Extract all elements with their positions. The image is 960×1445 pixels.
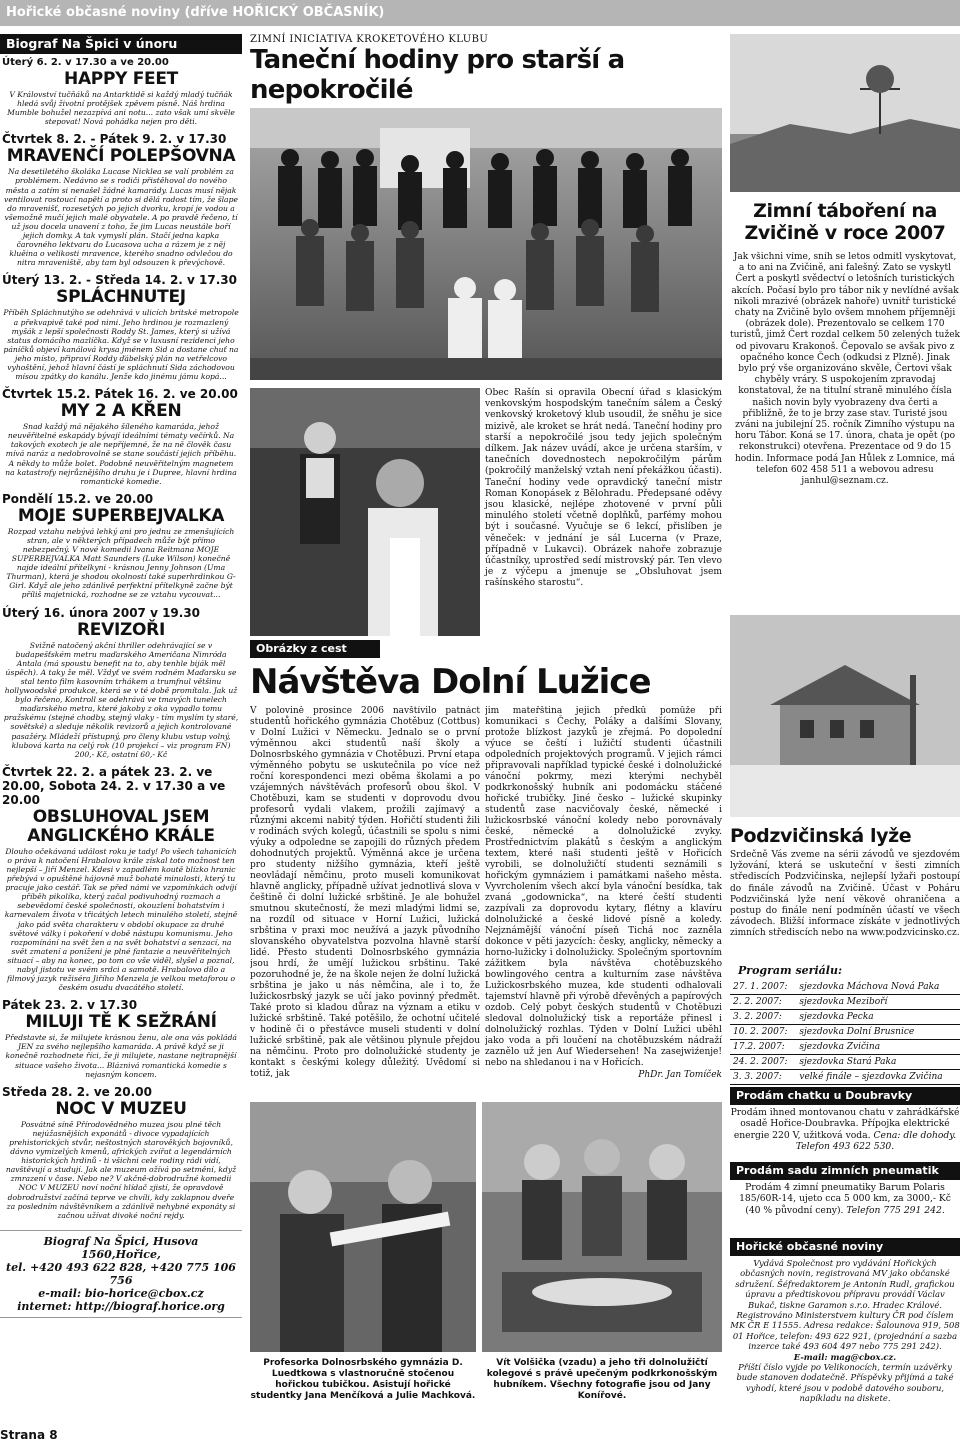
film-description: Posvátné síně Přírodovědného muzea jsou plné těch nejúžasnějších exponátů - divoce vypadajících prehistorických stvůr, neštostných starověkých bojovníků, dávno vymizelých kmenů, afrických zvířat a legendárních historických hrdinů - ti všichni cele rodiny rádi vidí, navštěvují a studují. Jak ale muzeum ožívá po setmění, když zmrazení v čase. Nebo ne? V akčně-dobrodružné komedii NOC V MUZEU noví noční hlídač zjistí, že opravdově dobrodružství začíná teprve ve chvíli, kdy zaklapnou dveře za posledním návštěvníkem a zdánlivě nehybné exponáty si začnou užívat divoké noční rejdy.	[5, 1119, 237, 1220]
film-title: OBSLUHOVAL JSEM ANGLICKÉHO KRÁLE	[27, 806, 215, 846]
film-description: Rozpad vztahu nebývá lehký ani pro jednu ze zmenšujících stran, ale v některých případech může být přímo nebezpečný. V nové komedii Ivana Reitmana MOJE SUPERBEJVALKA Matt Saunders (Luke Wilson) konečně najde ideální přítelkyni - krásnou Jenny Johnson (Uma Thurman), která je shodou okolností také superhrdinkou G-Girl. Když ale jeho zdánlivě perfektní přítelkyně začne být příliš majetnická, rozhodne se ze vztahu vycouvat...	[6, 526, 236, 600]
film-title: MILUJI TĚ K SEŽRÁNÍ	[25, 1012, 217, 1033]
program-venue: sjezdovka Zvičina	[796, 1040, 960, 1055]
table-row	[730, 1025, 960, 1040]
program-date: 2. 2. 2007:	[730, 995, 796, 1010]
program-venue: sjezdovka Stará Paka	[796, 1055, 960, 1070]
ad-chatka-text: Prodám ihned montovanou chatu v zahrádkářské osadě Hořice-Doubravka. Přípojka elektrické energie 220 V, užitková voda.	[730, 1107, 960, 1141]
dance-group-photo	[250, 108, 722, 380]
cinema-email-link[interactable]: e-mail: bio-horice@cbox.cz	[38, 1286, 204, 1300]
film-description: Příběh Spláchnutýho se odehrává v ulicích britské metropole a překvapivě také pod nimi. Jeho hrdinou je rozmazlený myšák z lepší společnosti Roddy St. James, který si užívá status domácího mazlíčka. Když se v luxusní rezidenci jeho páníčků objeví kanálová krysa jménem Sid a dostane chuť na jeho místo, připraví Roddy ďábelský plán na vetřelcovo vyhoštění, jehož hlavní částí je spláchnutí Sida záchodovou mísou zpátky do kanálu. Jenže kdo jinému jámu kopá...	[3, 308, 239, 382]
film-entry	[0, 1085, 242, 1220]
mountain-hut-photo	[730, 615, 960, 817]
photo-caption-2: Vít Volšička (vzadu) a jeho tři dolnolužičtí kolegové s právě upečeným podkrkonošským hubníkem. Všechny fotografie jsou od Jany Konířové.	[486, 1358, 718, 1401]
middle-column	[250, 34, 722, 105]
ski-headline: Podzvičinská lyže	[730, 825, 912, 847]
program-date: 10. 2. 2007:	[730, 1025, 796, 1040]
masthead: Hořické občasné noviny (dříve HOŘICKÝ OBČASNÍK)	[0, 0, 960, 26]
chef-photo	[250, 388, 480, 636]
film-date: Úterý 6. 2. v 17.30 a ve 20.00	[2, 57, 169, 68]
ad-tires-header: Prodám sadu zimních pneumatik	[730, 1162, 960, 1180]
program-date: 17.2. 2007:	[730, 1040, 796, 1055]
table-row	[730, 1040, 960, 1055]
film-title: MY 2 A KŘEN	[60, 401, 182, 422]
table-row	[730, 995, 960, 1010]
visit-text-col1: V polovině prosince 2006 navštívilo patnáct studentů hořického gymnázia Chotěbuz (Cottbus) v Dolní Lužici v Německu. Jednalo se o první výměnnou akci studentů naší školy a Dolnosrbského gymnázia v Chotěbuzi. První etapa výměnného pobytu se uskutečnila po více než roční korespondenci mezi oběma školami a po vzájemných návštěvách profesorů obou škol. V Chotěbuzi, kam se studenti v doprovodu dvou profesorů vydali vlakem, prožili zajímavý a různými akcemi nabitý týden. Hořičtí studenti žili v rodinách svých kolegů, účastnili se spolu s nimi výuky a odpoledne se zapojili do různých předem dohodnutých projektů. Výměnná akce je určena pro studenty nižšího gymnázia, kteří ještě neovládají němčinu, proto museli komunikovat hlavně anglicky, případně užívat jednotlivá slova v češtině či dolní lužické srbštině. Je ale bohužel smutnou skutečností, že mezi mladými lidmi se, na rozdíl od situace v Horní Lužici, lužická srbština v praxi moc neužívá a jazyk původního slovanského obyvatelstva pozvolna hlavně starší lidé. Přesto studenti Dolnosrbského gymnázia jsou hrdí, že umějí lužickou srbštinu. Také pozoruhodné je, že na škole nejen že dolní lužická srbština je jako u nás němčina, ale i to, že lužickosrbský jazyk se učí jako povinný předmět. Také proto si kladou důraz na význam a etiku v lužické srbštině. Také potěšilo, že ochotní učitelé v hodině či o přestávce museli studenti v dolní lužické srbštině, pak ale většinou plynule přejdou na němčinu. Proto pro dolnolužické studenty je kontakt s českými kolegy důležitý. Uvědomí si totiž, jak	[250, 706, 480, 1079]
dance-article-text: Obec Rašín si opravila Obecní úřad s klasickým venkovským hospodským tanečním sálem a Český venkovský kroketový klub usoudil, že sněhu je sice mizivě, ale kroket se hrát nedá. Taneční hodiny pro starší a nepokročilé jsou tedy jejich společným dílkem. Jak název uvádí, akce je určena starším, v tanečních dovednostech nepokročilým párům (pokročilý manželský vztah není překážkou účasti). Taneční hodiny vede opravdický taneční mistr Roman Konopásek z Bělohradu. Předepsané oděvy jsou klasické, nejlépe zhotovené v první půli minulého století včetně doplňků, parfémy mohou být i současné. Vyučuje se 6 lekcí, přislíben je věneček: v jednání je sál Lucerna (v Praze, případně v Lukavci). Obrázek nahoře zobrazuje účastníky, uprostřed sedí mistrovský pár. Ten vlevo je z výčepu a jmenuje se „Obsluhovat jsem rašínského starostu“.	[485, 388, 722, 589]
film-entry	[0, 765, 242, 993]
film-title: MOJE SUPERBEJVALKA	[17, 505, 225, 526]
film-date: Pátek 23. 2. v 17.30	[2, 998, 138, 1013]
table-row	[730, 1010, 960, 1025]
film-date: Pondělí 15.2. ve 20.00	[2, 491, 154, 506]
ski-program-title: Program seriálu:	[738, 964, 843, 977]
program-venue: sjezdovka Meziboří	[796, 995, 960, 1010]
hubnik-photo	[482, 1102, 722, 1352]
imprint	[730, 1258, 960, 1404]
film-date: Středa 28. 2. ve 20.00	[2, 1084, 152, 1099]
ski-article-text: Srdečně Vás zveme na sérii závodů ve sjezdovém lyžování, která se uskuteční v šesti zimních střediscích Podzvičinska, nejlepší lyžaři postoupí do finále závodů na Zvičině. Účast v Poháru Podzvičinská lyže není věkově ohraničena a postup do finále není podmíněn účastí ve všech závodech. Bližší informace získáte v jednotlivých zimních střediscích nebo na www.podzvicinsko.cz.	[730, 850, 960, 939]
film-entry	[0, 273, 242, 381]
film-description: V Království tučňáků na Antarktidě si každý mladý tučňák hledá svůj životní protějšek zpěvem písně. Náš hrdina Mumble bohužel nezazpívá ani notu... zato však umí skvěle stepovat! Nová pohádka nejen pro děti.	[7, 90, 235, 127]
program-venue: sjezdovka Pecka	[796, 1010, 960, 1025]
film-description: Snad každý má nějakého šíleného kamaráda, jehož neuvěřitelné eskapády bývají ideálními tématy večírků. Na takových exotech je ale nepříjemné, že na ně člověk času mívá naráz a nedobrovolně se stane součástí jejich příběhu. A někdy to může bolet. Podobně neuvěřitelným magnetem na katastrofy nejrůznějšího druhu je i Dupree, hlavní hrdina romantické komedie.	[5, 422, 237, 486]
visit-headline: Návštěva Dolní Lužice	[250, 662, 651, 702]
camp-article-text: Jak všichni víme, sníh se letos odmítl vyskytovat, a to ani na Zvičině, ani falešný. Zato se vyskytl Čert a poskytl svědectví o letošních turistických akcích. Počasí bylo pro tábor nik y nevlídné avšak nikoli mrazivé (obrázek nahoře) uvnitř turistické chaty na Zvičině bylo ovšem mnohem příjemněji (obrázek dole). Prezentovalo se celkem 170 turistů, jimž Čert rozdal celkem 50 zelených tužek od pivovaru Krakonoš. Čepovalo se avšak pivo z opačného konce Čech (odkudsi z Plzně). Jinak bylo prý vše organizováno skvěle, Čertovi však chyběly vráry. S uspokojením zpravodaj konstatoval, že na titulní straně minulého čísla našich novin byly vyobrazeny dva čerti a přibližně, že to je brzy zase stav. Turisté jsou zváni na jubilejní 25. ročník Zimního výstupu na horu Tábor. Koná se 17. února, chata je opět (po rekonstrukci) otevřena. Prezentace od 9 do 15 hodin. Informace podá Jan Hůlek z Lomnice, má telefon 602 458 511 a webovou adresu janhul@seznam.cz.	[730, 252, 960, 487]
ski-program-table	[730, 980, 960, 1085]
ad-chatka-header: Prodám chatku u Doubravky	[730, 1087, 960, 1105]
program-date: 3. 3. 2007:	[730, 1070, 796, 1085]
program-venue: sjezdovka Dolní Brusnice	[796, 1025, 960, 1040]
ad-tires-text: Prodám 4 zimní pneumatiky Barum Polaris 185/60R-14, ujeto cca 5 000 km, za 3000,- Kč (40 % původní ceny).	[739, 1182, 951, 1216]
film-date: Úterý 13. 2. - Středa 14. 2. v 17.30	[2, 273, 237, 288]
cinema-phone: tel. +420 493 622 828, +420 775 106 756	[6, 1260, 236, 1287]
section-tag: Obrázky z cest	[250, 640, 380, 658]
imprint-email[interactable]: E-mail: mag@cbox.cz.	[793, 1351, 897, 1362]
film-title: REVIZOŘI	[77, 619, 165, 640]
film-entry	[0, 492, 242, 600]
imprint-text: Vydává Společnost pro vydávání Hořických občasných novin, registrovaná MV jako občanské sdružení. Šéfredaktorem je Antonín Rudl, grafickou úpravu a předtiskovou přípravu provádí Václav Bukač, tiskne Garamon s.r.o. Hradec Králové. Registrováno Ministerstvem kultury ČR pod číslem MK ČR E 11555. Adresa redakce: Šalounova 919, 508 01 Hořice, telefon: 493 622 921, (projednání a sazba inzerce také 493 604 497 nebo 775 291 242).	[730, 1258, 960, 1352]
table-row	[730, 1070, 960, 1085]
film-date: Úterý 16. února 2007 v 19.30	[2, 605, 201, 620]
program-venue: sjezdovka Máchova Nová Paka	[796, 980, 960, 995]
film-description: Představte si, že milujete krásnou ženu, ale ona vás pokládá JEN za svého nejlepšího kamaráda. A právě když se ji konečně rozhodnete říci, že ji milujete, nastane nejtrapnější situace vašeho života... Bláznivá romantická komedie s nejasným koncem.	[5, 1033, 237, 1079]
photo-caption-1: Profesorka Dolnosrbského gymnázia D. Luedtkowa s vlastnoručně stočenou hořickou tubičkou. Asistují hořické studentky Jana Menčíková a Julie Machková.	[250, 1358, 476, 1401]
film-title: SPLÁCHNUTEJ	[56, 287, 186, 308]
film-entry	[0, 57, 242, 126]
film-date: Čtvrtek 15.2. Pátek 16. 2. ve 20.00	[2, 387, 238, 402]
tubicka-photo	[250, 1102, 476, 1352]
cinema-program	[0, 34, 242, 1410]
film-title: NOC V MUZEU	[55, 1098, 187, 1119]
program-date: 24. 2. 2007:	[730, 1055, 796, 1070]
foggy-landscape-photo	[730, 34, 960, 192]
film-description: Na desetiletého školáka Lucase Nicklea se valí problém za problémem. Nedávno se s rodiči přistěhoval do nového města a zatím si nenašel žádné kamarády. Lucas musí nějak ventilovat rostoucí napětí a proto si dělá radost tím, že šlape do mravenišť, rozesetých po jejich dvorku, kropí je vodou a všemožně mučí jejich malé obyvatele. A po pravdě řečeno, tí už jsou docela unavení z toho, že jim Lucas neustále boří jejich domky. A tak vymyslí plán. Stačí jedna kapka čarovného lektvaru do Lucasova ucha a rázem je z něj kluěina o velikosti mravence, kterého snadno odvlečou do nitra mraveniště, aby tam byl odsouzen k převýchově.	[4, 167, 238, 268]
cinema-address: Biograf Na Špici, Husova 1560,Hořice,	[43, 1234, 199, 1261]
film-title: MRAVENČÍ POLEPŠOVNA	[6, 146, 236, 167]
cinema-contact	[0, 1230, 242, 1318]
program-date: 3. 2. 2007:	[730, 1010, 796, 1025]
film-date: Čtvrtek 22. 2. a pátek 23. 2. ve 20.00, Sobota 24. 2. v 17.30 a ve 20.00	[2, 764, 226, 807]
program-venue: velké finále – sjezdovka Zvičina	[796, 1070, 960, 1085]
cinema-header: Biograf Na Špici v únoru	[0, 34, 242, 54]
table-row	[730, 1055, 960, 1070]
ad-chatka	[730, 1107, 960, 1153]
film-date: Čtvrtek 8. 2. - Pátek 9. 2. v 17.30	[2, 132, 227, 147]
visit-text-col2: jim mateřština jejich předků pomůže při komunikaci s Čechy, Poláky a dalšími Slovany, protože blízkost jazyků je zřejmá. Po dopolední výuce se čeští i lužičtí studenti účastnili odpoledních projektových programů. V jejich rámci připravovali například typické české i dolnolužické vánoční pokrmy, mezi kterými nechyběl podkrkonošský hubník ani podomácku stáčené hořické trubičky. Jiné česko – lužické skupinky studentů zase nacvičovaly české, německé i lužickosrbské vánoční koledy nebo porovnávaly české, německé a dolnolužické zvyky. Prostřednictvím plakátů s českým a anglickým textem, které naši studenti ještě v Hořicích vyrobili, se dolnolužičtí studenti seznámili s hořickým gymnáziem i památkami našeho města. Vyvrcholením všech akcí byla vánoční besídka, tak zvaná „godownicka“, na které čeští studenti zazpívali za doprovodu kytary, flétny a klavíru dolnolužické a české lidové písně a koledy. Nejznámější vánoční píseň Tichá noc zazněla dokonce v pěti jazycích: česky, anglicky, německy a horno-lužicky i dolnolužicky. Společným sportovním zážitkem byla návštěva chotěbuzského bowlingového centra a kulturním zase návštěva Lužickosrbského muzea, kde studenti odhalovali tajemství hlavně při výrobě dřevěných a papírových ozdob. Celý pobyt českých studentů v Chotěbuzi sledoval dolnolužický tisk a reportáže přinesl i dolnolužický rozhlas. Týden v Dolní Lužici uběhl jako voda a při loučení na chotěbuzském nádraží zaznělo už jen Auf Wiedersehen! Na zasejwiźenje! nebo na shledanou i na v Hořicích.	[485, 706, 722, 1068]
film-entry	[0, 387, 242, 486]
dance-kicker: ZIMNÍ INICIATIVA KROKETOVÉHO KLUBU	[250, 34, 489, 45]
visit-signature: PhDr. Jan Tomíček	[638, 1070, 722, 1080]
program-date: 27. 1. 2007:	[730, 980, 796, 995]
cinema-web-link[interactable]: internet: http://biograf.horice.org	[17, 1299, 225, 1313]
table-row	[730, 980, 960, 995]
dance-headline: Taneční hodiny pro starší a nepokročilé	[250, 45, 625, 105]
imprint-note: Příští číslo vyjde po Velikonocích, termín uzávěrky bude stanoven dodatečně. Příspěvky přijímá a také vyhodí, které jsou v podobě datového souboru, napíkladu na diskete.	[736, 1362, 954, 1404]
camp-headline: Zimní táboření na Zvičině v roce 2007	[744, 200, 946, 244]
ad-chatka-contact: Cena: dle dohody. Telefon 493 622 530.	[795, 1129, 957, 1153]
imprint-header: Hořické občasné noviny	[730, 1238, 960, 1256]
film-description: Svižně natočený akční thriller odehrávající se v budapešťském metru maďarského Američana Nimróda Antala (má spoustu benefit na to, aby tenhle biják měl úspěch). A taky že měl. Vždyť ve svém rodném Maďarsku se stal tento film kasovním trhákem a trumfnul většinu hollywoodské produkce, která se v té době promítala. Jak už bylo řečeno, Kontroll se odehrává ve tmavých tunelech maďarského metra, které jakoby z oka vypadlo tomu pražskému (stejné chodby, stejný vlaky - tím myslím ty staré, sovětské) a sleduje několik revizorů a jejich kontrolované pasažéry. Mládeží přístupný, pro členy klubu vstup volný, klubová karta na celý rok (10 projekcí – viz program FN) 200,- Kč, ostatní 60,- Kč	[3, 640, 239, 759]
film-entry	[0, 998, 242, 1078]
film-entry	[0, 132, 242, 267]
ad-tires-contact: Telefon 775 291 242.	[846, 1204, 945, 1216]
film-title: HAPPY FEET	[64, 69, 178, 89]
film-description: Dlouho očekávaná událost roku je tady! Po všech tahanicích o práva k natočení Hrabalova krále získal toto možnost ten nejlepší – Jiří Menzel. Kdesi v zapadlém koutě blízko hranic přebývá v opuštěné hájovně muž bohaté minulosti, který tu pracuje jako cestář. Tak se před námi ve vzpomínkách odvíjí příběh pikolíka, který začal podivuhodný rozmach a sebevědomí české společnosti, okouzlení bohatstvím i karnevalem života v třicátých letech minulého století, stejně jako pád světa charakteru v období okupace za druhé světové války i pokoření v době nástupu komunismu. Jeho rozpomínání na svět žen a na svět bohatství a senzací, na svět zmatení a poníženi je plné fantazie a neuvěřitelných situací – aby na konec, po tom co vše viděl, slyšel a poznal, nabyl jistotu ve svém srdci a samotě. Hrabalovo dílo a filmový jazyk režiséra Jiřího Menzela je velkou metaforou o českém osudu dvacátého století.	[4, 846, 238, 993]
ad-tires	[730, 1182, 960, 1216]
page-number: Strana 8	[0, 1428, 58, 1442]
film-entry	[0, 606, 242, 759]
